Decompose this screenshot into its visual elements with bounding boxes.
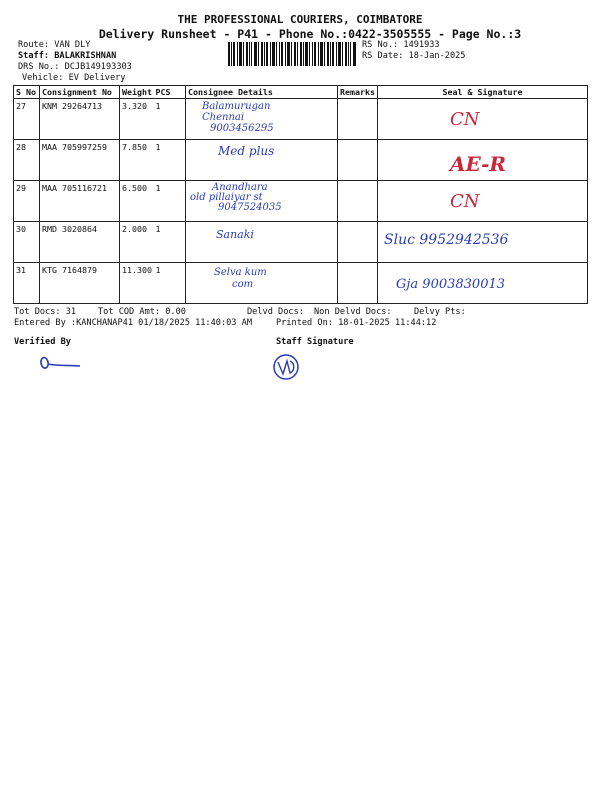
row-pcs: 1 [154,140,186,181]
verified-by-label: Verified By [14,337,71,347]
consignee-line: Balamurugan [202,101,271,112]
consignee-line: Chennai [202,112,245,123]
row-consignee [186,99,338,140]
row-weight: 3.320 [120,99,154,140]
rs-number: RS No.: 1491933 [362,40,440,50]
consignee-line: Sanaki [216,228,254,241]
drs-line [18,62,132,72]
non-delivered-docs: Non Delvd Docs: [314,307,392,317]
staff-name: BALAKRISHNAN [54,51,117,61]
row-consignment: MAA 705116721 [40,181,120,222]
col-remarks: Remarks [338,86,378,99]
row-remarks [338,181,378,222]
row-weight: 2.000 [120,222,154,263]
verifier-signature [36,352,84,374]
delivered-docs: Delvd Docs: [247,307,304,317]
row-seal [378,181,588,222]
vehicle-text: Vehicle: EV Delivery [22,73,126,83]
staff-signature [268,352,304,382]
row-sno: 28 [14,140,40,181]
drs-number: DCJB149193303 [64,62,132,72]
consignee-line: Anandhara [212,182,268,193]
table-row [14,99,588,140]
row-consignment: KNM 29264713 [40,99,120,140]
col-sno: S No [14,86,40,99]
row-sno: 27 [14,99,40,140]
consignee-line: Selva kum [214,267,267,278]
col-consignment: Consignment No [40,86,120,99]
runsheet-subtitle: Delivery Runsheet - P41 - Phone No.:0422-3505555 - Page No.:3 [98,27,522,41]
col-pcs: PCS [154,86,186,99]
row-seal [378,263,588,304]
row-seal [378,140,588,181]
row-weight: 7.850 [120,140,154,181]
row-pcs: 1 [154,181,186,222]
row-seal [378,222,588,263]
barcode-image [228,42,356,66]
row-consignment: KTG 7164879 [40,263,120,304]
row-remarks [338,140,378,181]
row-pcs: 1 [154,222,186,263]
row-consignee [186,222,338,263]
consignee-line: old pillaiyar st [190,192,263,203]
row-pcs: 1 [154,263,186,304]
row-consignee [186,263,338,304]
total-docs: Tot Docs: 31 [14,307,77,317]
staff-signature-label: Staff Signature [276,337,354,347]
col-consignee: Consignee Details [186,86,338,99]
consignee-line: 9047524035 [218,202,282,213]
seal-signature: CN [450,109,480,130]
consignee-line: 9003456295 [210,123,274,134]
route-text: Route: VAN DLY [18,40,91,50]
table-row [14,222,588,263]
row-consignee [186,181,338,222]
staff-line [18,51,116,61]
row-sno: 30 [14,222,40,263]
row-consignee [186,140,338,181]
row-consignment: MAA 705997259 [40,140,120,181]
row-remarks [338,222,378,263]
seal-signature: Gja 9003830013 [396,277,506,292]
row-seal [378,99,588,140]
row-pcs: 1 [154,99,186,140]
row-sno: 31 [14,263,40,304]
table-header-row [14,86,588,99]
row-weight: 11.300 [120,263,154,304]
seal-signature: AE-R [450,152,507,176]
drs-label: DRS No.: [18,62,60,72]
row-weight: 6.500 [120,181,154,222]
seal-signature: Sluc 9952942536 [384,232,509,248]
row-remarks [338,263,378,304]
table-row [14,263,588,304]
seal-signature: CN [450,191,480,212]
col-weight: Weight [120,86,154,99]
total-cod: Tot COD Amt: 0.00 [98,307,186,317]
consignee-line: com [232,279,254,290]
rs-date: RS Date: 18-Jan-2025 [362,51,466,61]
company-title: THE PROFESSIONAL COURIERS, COIMBATORE [177,13,423,26]
printed-on: Printed On: 18-01-2025 11:44:12 [276,318,437,328]
delivery-points: Delvy Pts: [414,307,466,317]
entered-by: Entered By :KANCHANAP41 01/18/2025 11:40:03 AM [14,318,252,328]
table-row [14,140,588,181]
col-seal: Seal & Signature [378,86,588,99]
row-remarks [338,99,378,140]
consignee-line: Med plus [218,144,275,158]
table-row [14,181,588,222]
row-consignment: RMD 3020864 [40,222,120,263]
staff-label: Staff: [18,51,50,61]
row-sno: 29 [14,181,40,222]
runsheet-table [13,85,588,304]
